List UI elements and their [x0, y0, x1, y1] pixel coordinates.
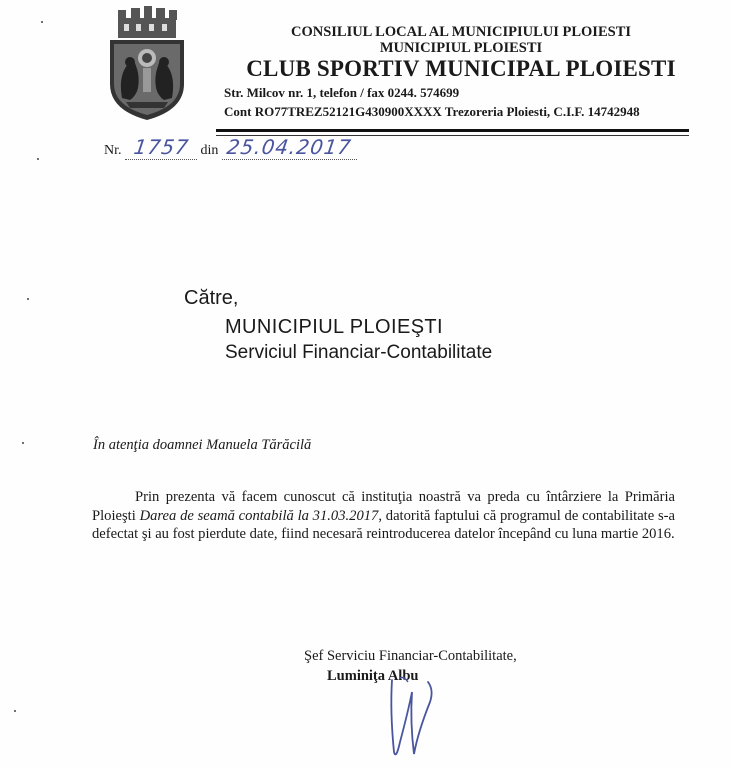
coat-of-arms-icon: [106, 6, 188, 122]
account-line: Cont RO77TREZ52121G430900XXXX Trezoreria Ploiesti, C.I.F. 14742948: [224, 104, 640, 119]
date-value: 25.04.2017: [225, 135, 354, 159]
scan-speck: [14, 710, 16, 712]
body-text-italic: Darea de seamă contabilă la 31.03.2017: [139, 507, 379, 524]
nr-label: Nr.: [104, 143, 122, 158]
body-paragraph: [92, 488, 675, 544]
address-line: Str. Milcov nr. 1, telefon / fax 0244. 574699: [224, 85, 460, 100]
din-label: din: [200, 143, 219, 158]
signature-mark: [370, 672, 440, 764]
municipality-name: MUNICIPIUL PLOIESTI: [379, 40, 543, 56]
scan-speck: [41, 21, 43, 23]
scan-speck: [27, 298, 29, 300]
body-text-2: , datorită faptului că programul de contabilitate s-a defectat şi au fost pierdute date, fiind necesară reintroducerea datelor începând cu luna martie 2016.: [92, 507, 675, 542]
body-text-1: Prin prezenta vă facem cunoscut că instituţia noastră va preda cu întârziere la Primăria Ploieşti: [92, 489, 675, 524]
recipient-institution: MUNICIPIUL PLOIEŞTI: [225, 316, 444, 338]
attention-line: În atenţia doamnei Manuela Tărăcilă: [93, 437, 312, 453]
nr-field: [125, 135, 197, 160]
header-rule: [216, 129, 689, 132]
signatory-name: Luminiţa Albu: [327, 668, 419, 684]
council-name: CONSILIUL LOCAL AL MUNICIPIULUI PLOIESTI: [290, 24, 632, 40]
scan-speck: [22, 442, 24, 444]
nr-value: 1757: [131, 135, 191, 159]
signatory-title: Şef Serviciu Financiar-Contabilitate,: [304, 648, 517, 664]
date-field: [222, 135, 357, 160]
salutation: Către,: [184, 287, 239, 309]
registration-row: [104, 135, 357, 160]
club-title: CLUB SPORTIV MUNICIPAL PLOIESTI: [246, 56, 676, 81]
scan-speck: [37, 158, 39, 160]
recipient-department: Serviciul Financiar-Contabilitate: [225, 342, 493, 363]
